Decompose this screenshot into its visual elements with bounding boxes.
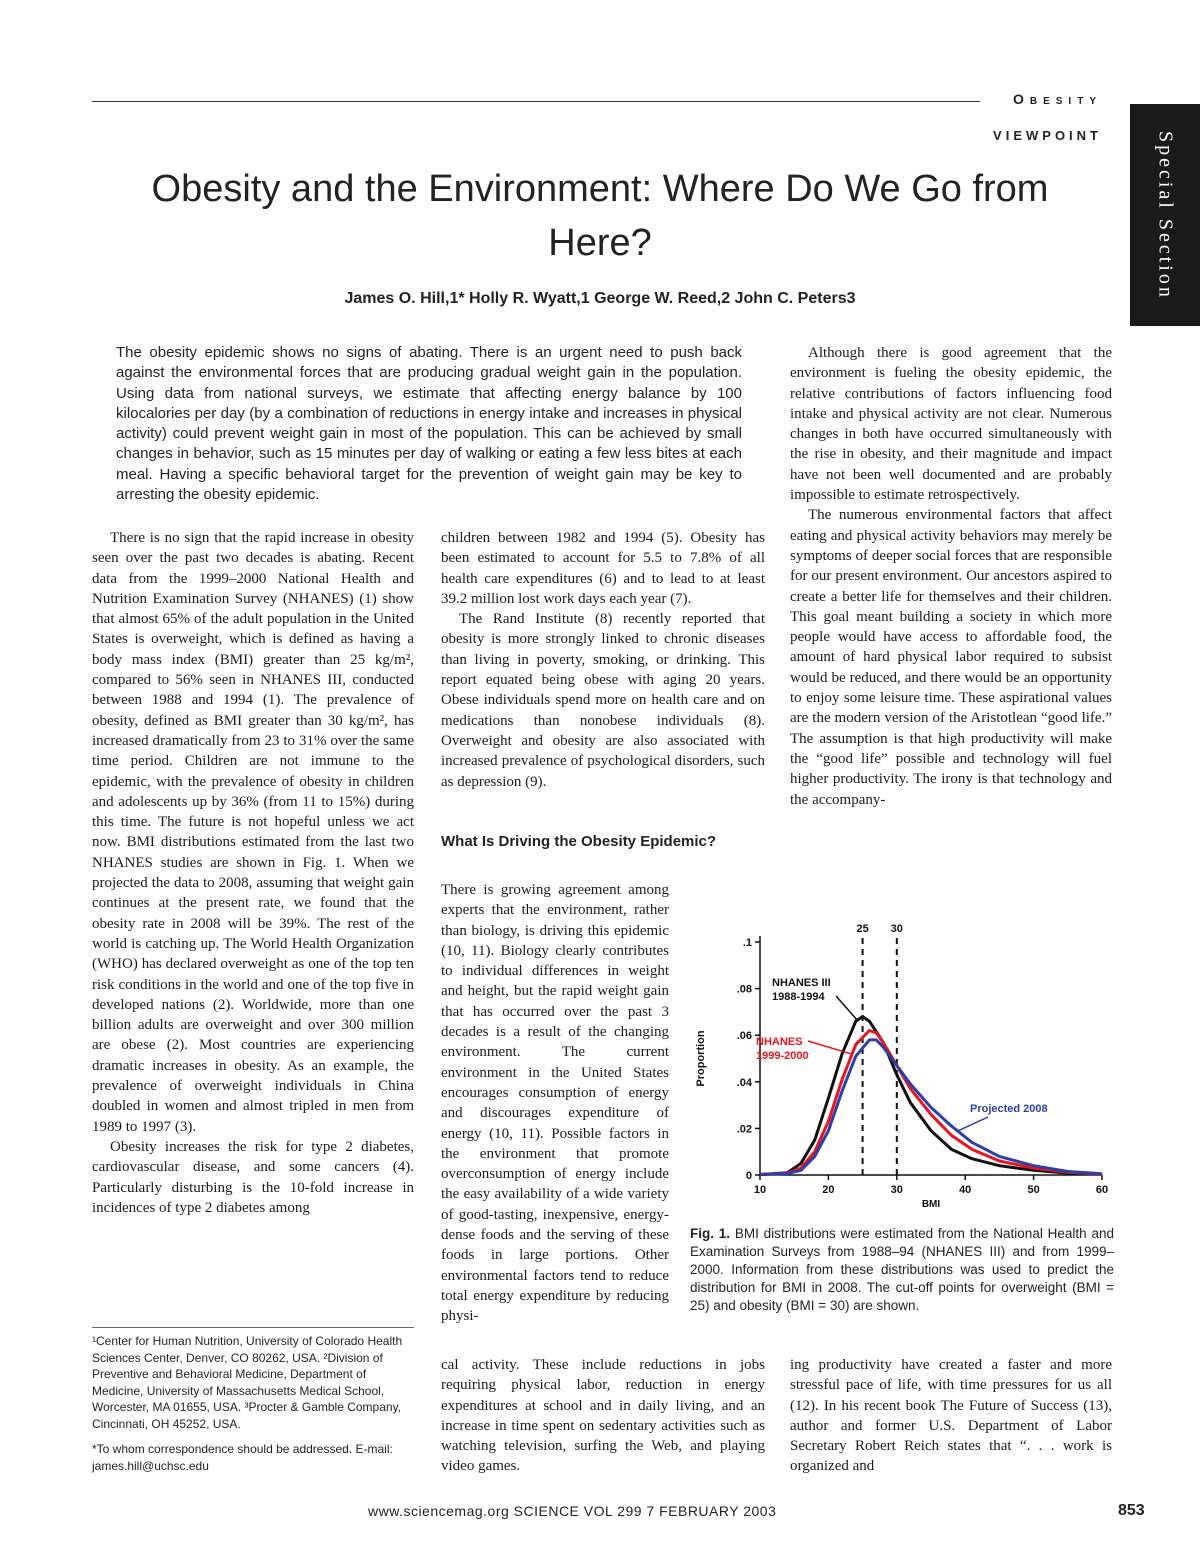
series-label: 1999-2000 (756, 1050, 809, 1062)
journal-citation: www.sciencemag.org SCIENCE VOL 299 7 FEBRUARY 2003 (368, 1503, 777, 1519)
bmi-distribution-chart (688, 910, 1118, 1210)
author-list: James O. Hill,1* Holly R. Wyatt,1 George W. Reed,2 John C. Peters3 (344, 290, 856, 307)
y-tick-label: .06 (736, 1030, 752, 1043)
y-tick-label: 0 (745, 1170, 752, 1182)
column-2 (441, 528, 765, 792)
column-3-bottom (790, 1355, 1112, 1477)
caption-text: BMI distributions were estimated from the National Health and Examination Surveys from 1988–94 (NHANES III) and from 1999–2000. Information from these distributions was used to predict the distribution for BMI in 2008. The cut-off points for overweight (BMI = 25) and obesity (BMI = 30) are shown. (690, 1226, 1114, 1313)
x-axis-label: BMI (921, 1199, 941, 1210)
article-title: Obesity and the Environment: Where Do We Go from Here? (151, 168, 1049, 264)
x-tick-label: 40 (959, 1184, 972, 1196)
header-rule (92, 101, 980, 102)
paragraph: There is no sign that the rapid increase in obesity seen over the past two decades is abating. Recent data from the 1999–2000 National Health and Nutrition Examination Survey (NHANES) (1) show that almost 65% of the adult population in the United States is overweight, which is defined as having a body mass index (BMI) greater than 25 kg/m², compared to 56% seen in NHANES III, conducted between 1988 and 1994 (1). The prevalence of obesity, defined as BMI greater than 30 kg/m², has increased dramatically from 23 to 31% over the same time period. Children are not immune to the epidemic, with the prevalence of obesity in children and adolescents up by 36% (from 11 to 15%) during this time. The future is not hopeful unless we act now. BMI distributions estimated from the last two NHANES studies are shown in Fig. 1. When we projected the data to 2008, assuming that weight gain continues at the present rate, we found that the obesity rate in 2008 will be 39%. The rest of the world is catching up. The World Health Organization (WHO) has declared overweight as one of the top ten risk conditions in the world and one of the top five in developed nations (2). Worldwide, more than one billion adults are overweight and over 300 million are obese (2). Most countries are experiencing dramatic increases in obesity. As an example, the prevalence of overweight individuals in China doubled in women and almost tripled in men from 1989 to 1997 (3). (92, 530, 414, 1135)
page-number: 853 (1118, 1502, 1145, 1519)
section-label: Obesity (1005, 91, 1102, 107)
paragraph: The numerous environmental factors that affect eating and physical activity behaviors may merely be symptoms of deeper social forces that are responsible for our present environment. Our ancestors aspired to create a better life for themselves and their children. This goal meant building a society in which more people would have access to affordable food, the amount of hard physical labor required to subsist would be reduced, and there would be an opportunity to enjoy some leisure time. These aspirational values are the modern version of the Aristotlean “good life.” The assumption is that high productivity will make the “good life” possible and technology will fuel higher productivity. The irony is that technology and the accompany- (790, 507, 1112, 808)
series-label: NHANES III (772, 977, 831, 989)
y-tick-label: .1 (742, 937, 752, 949)
y-axis-label: Proportion (695, 1030, 707, 1087)
cutoff-label: 30 (890, 923, 903, 935)
paragraph: Obesity increases the risk for type 2 diabetes, cardiovascular disease, and some cancers (4). Particularly disturbing is the 10-fold increase in incidences of type 2 diabetes among (92, 1138, 414, 1216)
footnote-rule (92, 1327, 414, 1328)
paragraph: There is growing agreement among experts that the environment, rather than biology, is driving this epidemic (10, 11). Biology clearly contributes to individual differences in weight and height, but the rapid weight gain that has occurred over the past 3 decades is a result of the changing environment. The current environment in the United States encourages consumption of energy and discourages expenditure of energy (10, 11). Possible factors in the environment that promote overconsumption of energy include the easy availability of a wide variety of good-tasting, inexpensive, energy-dense foods and the serving of these foods in large portions. Other environmental factors tend to reduce total energy expenditure by reducing physi- (441, 882, 669, 1325)
series-pointer (958, 1117, 988, 1131)
paragraph: The Rand Institute (8) recently reported that obesity is more strongly linked to chronic diseases than living in poverty, smoking, or drinking. This report equated being obese with aging 20 years. Obese individuals spend more on health care and on medications than nonobese individuals (8). Overweight and obesity are also associated with increased prevalence of psychological disorders, such as depression (9). (441, 611, 765, 790)
column-2-bottom (441, 1355, 765, 1477)
paragraph: ing productivity have created a faster and more stressful pace of life, with time pressures for us all (12). In his recent book The Future of Success (13), author and former U.S. Department of Labor Secretary Robert Reich states that “. . . work is organized and (790, 1357, 1112, 1475)
x-tick-label: 60 (1095, 1184, 1109, 1196)
paragraph: children between 1982 and 1994 (5). Obesity has been estimated to account for 5.5 to 7.8% of all health care expenditures (6) and to lead to at least 39.2 million lost work days each year (7). (441, 530, 765, 607)
y-tick-label: .02 (736, 1123, 752, 1136)
affiliations: ¹Center for Human Nutrition, University of Colorado Health Sciences Center, Denver, CO 80262, USA. ²Division of Preventive and Behavioral Medicine, Department of Medicine, University of Massachusetts Medical School, Worcester, MA 01655, USA. ³Procter & Gamble Company, Cincinnati, OH 45252, USA. (92, 1334, 403, 1431)
figure-label: Fig. 1. (690, 1226, 731, 1241)
series-label: NHANES (756, 1036, 803, 1048)
x-tick-label: 50 (1027, 1184, 1040, 1196)
x-tick-label: 20 (822, 1184, 835, 1196)
article-type-label: VIEWPOINT (993, 128, 1102, 143)
column-1 (92, 528, 414, 1218)
column-3 (790, 343, 1112, 810)
y-tick-label: .08 (736, 983, 752, 996)
series-line (760, 1017, 1102, 1175)
x-tick-label: 30 (890, 1184, 903, 1196)
paragraph: Although there is good agreement that the environment is fueling the obesity epidemic, the relative contributions of factors influencing food intake and physical activity are not clear. Numerous changes in both have occurred simultaneously with the rise in obesity, and their magnitude and impact have not been well documented and are probably impossible to estimate retrospectively. (790, 345, 1112, 504)
figure-caption (690, 1225, 1114, 1315)
column-2-wrapped-text (441, 880, 669, 1327)
series-line (760, 1031, 1102, 1175)
y-tick-label: .04 (736, 1076, 752, 1089)
correspondence: *To whom correspondence should be addressed. E-mail: james.hill@uchsc.edu (92, 1442, 393, 1473)
footnotes (92, 1333, 414, 1483)
special-section-label: Special Section (1154, 130, 1177, 300)
x-tick-label: 10 (753, 1184, 767, 1196)
series-pointer (836, 996, 857, 1020)
series-label: Projected 2008 (970, 1103, 1048, 1115)
cutoff-label: 25 (856, 923, 869, 935)
abstract: The obesity epidemic shows no signs of abating. There is an urgent need to push back against the environmental forces that are producing gradual weight gain in the population. Using data from national surveys, we estimate that affecting energy balance by 100 kilocalories per day (by a combination of reductions in energy intake and increases in physical activity) could prevent weight gain in most of the population. This can be achieved by small changes in behavior, such as 15 minutes per day of walking or eating a few less bites at each meal. Having a specific behavioral target for the prevention of weight gain may be key to arresting the obesity epidemic. (116, 344, 742, 504)
series-label: 1988-1994 (772, 991, 825, 1003)
section-heading: What Is Driving the Obesity Epidemic? (441, 833, 717, 850)
paragraph: cal activity. These include reductions in jobs requiring physical labor, reduction in energy expenditures at school and in daily living, and an increase in time spent on sedentary activities such as watching television, surfing the Web, and playing video games. (441, 1357, 765, 1475)
